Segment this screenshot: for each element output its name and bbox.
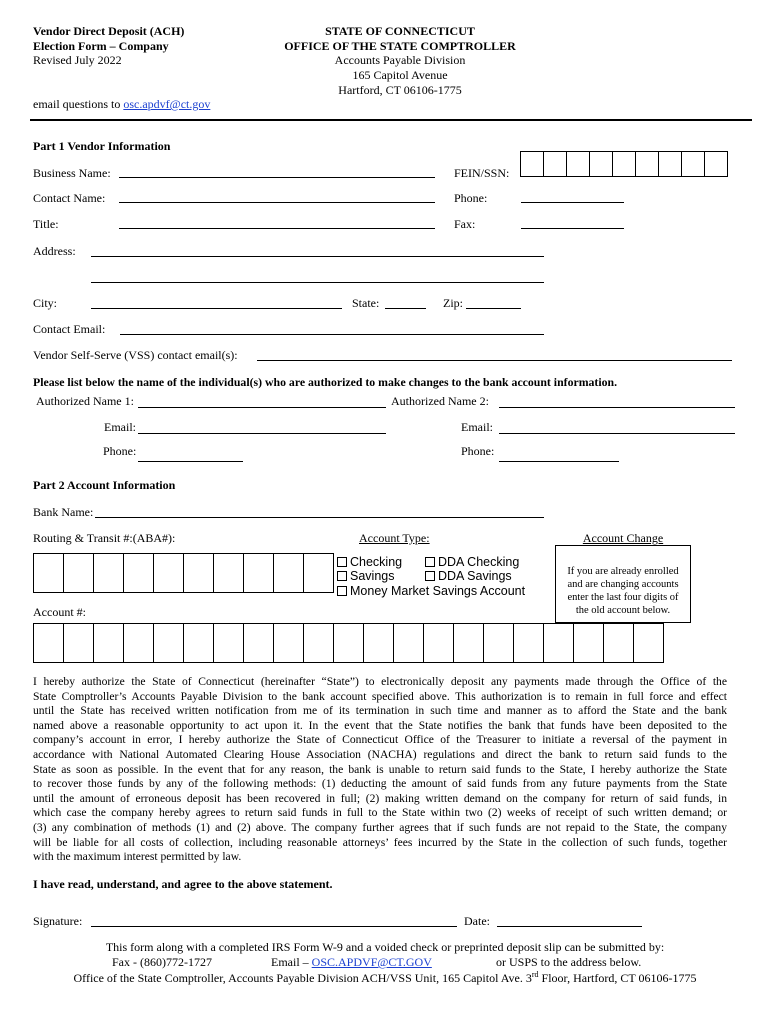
vss-email-label: Vendor Self-Serve (VSS) contact email(s): (33, 348, 238, 362)
dda-savings-checkbox[interactable] (425, 571, 435, 581)
account-digit-box[interactable] (304, 623, 334, 663)
dda-checking-option[interactable] (425, 555, 519, 569)
routing-digit-box[interactable] (214, 553, 244, 593)
bank-name-label: Bank Name: (33, 505, 94, 519)
fein-digit-box[interactable] (567, 151, 590, 177)
business-name-field[interactable] (119, 177, 435, 178)
footer-office-address (0, 970, 770, 986)
contact-name-field[interactable] (119, 202, 435, 203)
account-digit-box[interactable] (514, 623, 544, 663)
dda-checking-checkbox[interactable] (425, 557, 435, 567)
signature-label: Signature: (33, 914, 83, 928)
routing-digit-box[interactable] (34, 553, 64, 593)
agency-street: 165 Capitol Avenue (352, 68, 448, 82)
authorized-name-1-label: Authorized Name 1: (36, 394, 134, 408)
authorization-line: State Comptroller’s Accounts Payable Division to the bank account specified above. This authorization is to remain in full force and effect (33, 689, 727, 703)
authorized-name-2-label: Authorized Name 2: (391, 394, 489, 408)
authorization-line: State as soon as possible. In the event that for any reason, the bank is unable to return said funds to the State, I hereby authorize the State (33, 762, 727, 776)
authorization-line: will be liable for all costs of collection, including reasonable attorneys’ fees incurred by the State in the collection of such funds, together (33, 835, 727, 849)
account-change-note-3: enter the last four digits of (567, 592, 679, 603)
part2-heading: Part 2 Account Information (33, 478, 176, 492)
authorized-2-phone-field[interactable] (499, 461, 619, 462)
authorized-2-phone-label: Phone: (461, 444, 495, 458)
account-change-note-1: If you are already enrolled (567, 566, 679, 577)
fein-boxes[interactable] (520, 151, 728, 177)
fein-digit-box[interactable] (544, 151, 567, 177)
address-field-2[interactable] (91, 282, 544, 283)
savings-option[interactable] (337, 569, 394, 583)
account-number-boxes[interactable] (33, 623, 664, 663)
account-change-note-2: and are changing accounts (567, 579, 679, 590)
account-type-label: Account Type: (359, 531, 430, 545)
fax-field[interactable] (521, 228, 624, 229)
revised-date: Revised July 2022 (33, 53, 122, 67)
title-field[interactable] (119, 228, 435, 229)
footer-usps: or USPS to the address below. (496, 955, 642, 969)
fein-digit-box[interactable] (590, 151, 613, 177)
authorization-paragraph (33, 675, 727, 865)
footer-fax: Fax - (860)772-1727 (112, 955, 212, 969)
authorized-2-email-label: Email: (461, 420, 493, 434)
checking-checkbox[interactable] (337, 557, 347, 567)
account-digit-box[interactable] (124, 623, 154, 663)
form-title-line-1: Vendor Direct Deposit (ACH) (33, 24, 185, 38)
fein-digit-box[interactable] (521, 151, 544, 177)
money-market-label: Money Market Savings Account (350, 584, 526, 598)
dda-savings-option[interactable] (425, 569, 512, 583)
account-number-label: Account #: (33, 605, 86, 619)
routing-digit-box[interactable] (124, 553, 154, 593)
fein-digit-box[interactable] (682, 151, 705, 177)
account-digit-box[interactable] (574, 623, 604, 663)
vss-email-field[interactable] (257, 360, 732, 361)
authorization-line: to recover those funds by any of the following methods: (1) deducting the amount of said funds from any future payments from the State (33, 777, 727, 791)
footer-email (271, 955, 432, 970)
account-change-heading: Account Change (582, 531, 664, 545)
authorized-1-phone-label: Phone: (103, 444, 137, 458)
footer-office-sup: rd (531, 970, 539, 979)
routing-number-boxes[interactable] (33, 553, 334, 593)
routing-digit-box[interactable] (94, 553, 124, 593)
email-questions (33, 97, 210, 112)
fein-label: FEIN/SSN: (454, 166, 510, 180)
form-title-line-2: Election Form – Company (33, 39, 169, 53)
account-digit-box[interactable] (634, 623, 664, 663)
authorized-1-phone-field[interactable] (138, 461, 243, 462)
authorization-line: I hereby authorize the State of Connecticut (hereinafter “State”) to electronically deposit any payments made through the Office of the (33, 675, 727, 688)
dda-checking-label: DDA Checking (438, 555, 520, 569)
fein-digit-box[interactable] (705, 151, 728, 177)
state-label: State: (352, 296, 380, 310)
account-digit-box[interactable] (604, 623, 634, 663)
money-market-option[interactable] (337, 584, 525, 598)
account-digit-box[interactable] (274, 623, 304, 663)
checking-label: Checking (350, 555, 403, 569)
authorized-1-email-field[interactable] (138, 433, 386, 434)
footer-email-label: Email – (271, 955, 312, 969)
account-digit-box[interactable] (154, 623, 184, 663)
account-digit-box[interactable] (424, 623, 454, 663)
account-digit-box[interactable] (214, 623, 244, 663)
account-digit-box[interactable] (544, 623, 574, 663)
checking-option[interactable] (337, 555, 402, 569)
agency-city: Hartford, CT 06106-1775 (338, 83, 462, 97)
authorization-line: until the amount of erroneous deposit has been recovered in full; (2) making written demand on the company for return of said funds, in (33, 791, 727, 805)
routing-digit-box[interactable] (154, 553, 184, 593)
signature-field[interactable] (91, 926, 457, 927)
footer-submission-text: This form along with a completed IRS Form W-9 and a voided check or preprinted deposit slip can be submitted by: (105, 940, 665, 954)
date-field[interactable] (497, 926, 642, 927)
title-label: Title: (33, 217, 59, 231)
savings-checkbox[interactable] (337, 571, 347, 581)
account-digit-box[interactable] (484, 623, 514, 663)
phone-label: Phone: (454, 191, 488, 205)
authorized-2-email-field[interactable] (499, 433, 735, 434)
account-digit-box[interactable] (364, 623, 394, 663)
fein-digit-box[interactable] (613, 151, 636, 177)
zip-field[interactable] (466, 308, 521, 309)
account-digit-box[interactable] (244, 623, 274, 663)
authorization-line: company’s account in error, I hereby authorize the State of Connecticut Office of the Treasurer to initiate a reversal of the payment in (33, 733, 727, 747)
address-field-1[interactable] (91, 256, 544, 257)
city-label: City: (33, 296, 58, 310)
dda-savings-label: DDA Savings (438, 569, 512, 583)
account-change-note-4: the old account below. (575, 605, 671, 616)
fax-label: Fax: (454, 217, 476, 231)
footer-office-text: Office of the State Comptroller, Accounts Payable Division ACH/VSS Unit, 165 Capitol Ave. 3 (73, 971, 532, 985)
contact-email-label: Contact Email: (33, 322, 106, 336)
savings-label: Savings (350, 569, 395, 583)
account-digit-box[interactable] (94, 623, 124, 663)
fein-digit-box[interactable] (636, 151, 659, 177)
routing-label: Routing & Transit #:(ABA#): (33, 531, 176, 545)
state-field[interactable] (385, 308, 426, 309)
authorization-line: named above a reasonable opportunity to act upon it. In the event that the State notifies the bank that funds have been deposited to the (33, 718, 727, 732)
agreement-statement: I have read, understand, and agree to the above statement. (33, 877, 333, 891)
business-name-label: Business Name: (33, 166, 111, 180)
contact-email-field[interactable] (120, 334, 544, 335)
agency-office: OFFICE OF THE STATE COMPTROLLER (284, 39, 516, 53)
routing-digit-box[interactable] (64, 553, 94, 593)
authorization-line: which case the company hereby agrees to return said funds in full to the State within two (2) weeks of receipt of such written demand; or (33, 806, 727, 820)
money-market-checkbox[interactable] (337, 586, 347, 596)
email-questions-label: email questions to (33, 97, 124, 111)
account-digit-box[interactable] (334, 623, 364, 663)
authorized-1-email-label: Email: (104, 420, 136, 434)
routing-digit-box[interactable] (274, 553, 304, 593)
city-field[interactable] (91, 308, 342, 309)
authorized-name-1-field[interactable] (138, 407, 386, 408)
agency-title: STATE OF CONNECTICUT (325, 24, 475, 38)
fein-digit-box[interactable] (659, 151, 682, 177)
footer-email-link[interactable]: OSC.APDVF@CT.GOV (311, 955, 432, 969)
account-digit-box[interactable] (64, 623, 94, 663)
account-digit-box[interactable] (394, 623, 424, 663)
authorization-line: (3) any combination of methods (1) and (2) above. The company further agrees that if such funds are not repaid to the State, the company (33, 820, 727, 834)
account-digit-box[interactable] (454, 623, 484, 663)
account-digit-box[interactable] (34, 623, 64, 663)
address-label: Address: (33, 244, 76, 258)
agency-division: Accounts Payable Division (334, 53, 466, 67)
routing-digit-box[interactable] (304, 553, 334, 593)
part1-heading: Part 1 Vendor Information (33, 139, 171, 153)
authorization-line: with the maximum interest permitted by law. (33, 850, 242, 864)
footer-office-text-2: Floor, Hartford, CT 06106-1775 (538, 971, 697, 985)
phone-field[interactable] (521, 202, 624, 203)
authorization-line: accordance with National Automated Clearing House Association (NACHA) regulations and direct the bank to return said funds to the (33, 747, 727, 761)
zip-label: Zip: (443, 296, 463, 310)
bank-name-field[interactable] (95, 517, 544, 518)
account-digit-box[interactable] (184, 623, 214, 663)
authorization-line: until the State has received written notification from me of its termination in such time and manner as to afford the State and the bank (33, 704, 727, 718)
contact-name-label: Contact Name: (33, 191, 106, 205)
authorized-intro: Please list below the name of the individual(s) who are authorized to make changes to the bank account information. (33, 375, 618, 389)
routing-digit-box[interactable] (244, 553, 274, 593)
authorized-name-2-field[interactable] (499, 407, 735, 408)
routing-digit-box[interactable] (184, 553, 214, 593)
date-label: Date: (464, 914, 490, 928)
email-questions-link[interactable]: osc.apdvf@ct.gov (123, 97, 211, 111)
header-divider (30, 119, 752, 121)
